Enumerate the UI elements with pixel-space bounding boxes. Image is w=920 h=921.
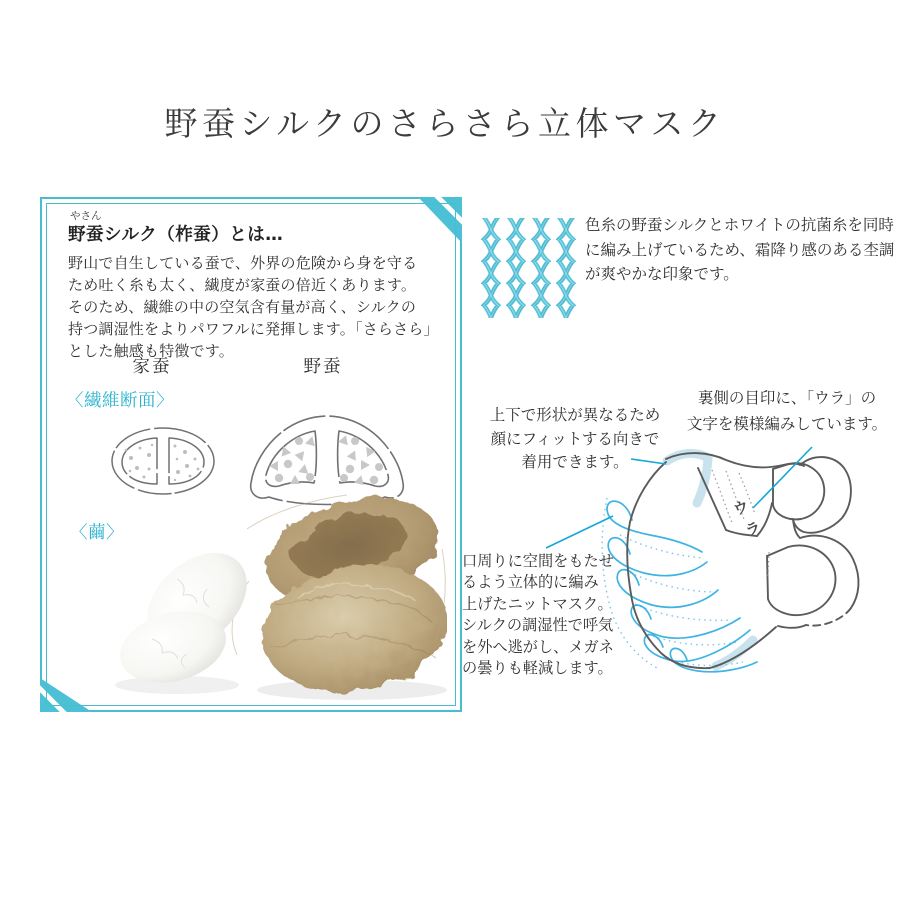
column-label-wild-silkworm: 野蚕 [303, 357, 343, 377]
mask-ura-char: ラ [743, 518, 763, 540]
page-title: 野蚕シルクのさらさら立体マスク [164, 104, 726, 144]
mask-edge-highlights [667, 453, 753, 666]
panel-description [68, 252, 439, 362]
domestic-cocoons-image [112, 534, 265, 694]
corner-accent-top-right [418, 197, 462, 243]
note-line: 裏側の目印に、「ウラ」の [697, 389, 877, 407]
note-mouth-space [462, 551, 642, 679]
knit-swatch-image [478, 218, 578, 318]
note-line: 着用できます。 [521, 453, 629, 471]
fiber-dots [125, 444, 200, 481]
section-label-cocoon: 〈繭〉 [70, 523, 124, 543]
body-line: そのため、繊維の中の空気含有量が高く、シルクの [68, 298, 417, 316]
wild-cocoons-image [253, 489, 447, 706]
fabric-note-line: が爽やかな印象です。 [585, 265, 739, 283]
mask-seam-dotted-lines [712, 470, 769, 577]
note-line: 文字を模様編みしています。 [686, 414, 888, 433]
fabric-note-line: に編み上げているため、霜降り感のある杢調 [585, 240, 895, 259]
note-line: の曇りも軽減します。 [462, 659, 613, 678]
note-fit-direction [482, 404, 668, 475]
panel-heading: 野蚕シルク（柞蚕）とは… [68, 225, 284, 245]
body-line: ため吐く糸も太く、繊度が家蚕の倍近くあります。 [68, 276, 417, 294]
mask-ura-char: ウ [731, 497, 751, 519]
body-line: 持つ調湿性をよりパワフルに発揮します。「さらさら」 [68, 320, 439, 338]
heading-furigana: やさん [70, 210, 102, 222]
note-ura-label [672, 386, 902, 437]
fabric-note-line: 色糸の野蚕シルクとホワイトの抗菌糸を同時 [585, 216, 894, 234]
fabric-note [585, 213, 894, 287]
section-label-cross-section: 〈繊維断面〉 [66, 391, 174, 411]
note-line: 口周りに空間をもたせ [462, 552, 614, 570]
corner-accent-bottom-left [40, 678, 92, 712]
note-line: 顔にフィットする向きで [490, 429, 660, 448]
body-line: 野山で自生している蚕で、外界の危険から身を守る [68, 254, 418, 272]
note-line: 上げたニットマスク。 [462, 594, 613, 613]
cocoon-photo [97, 489, 447, 707]
body-line: とした触感も特徴です。 [68, 342, 235, 360]
column-label-domestic-silkworm: 家蚕 [132, 357, 172, 377]
note-line: シルクの調湿性で呼気 [462, 616, 614, 635]
note-line: 上下で形状が異なるため [489, 406, 661, 424]
note-line: を外へ逃がし、メガネ [462, 637, 614, 656]
note-line: るよう立体的に編み [462, 573, 599, 592]
silk-info-panel [40, 197, 462, 712]
